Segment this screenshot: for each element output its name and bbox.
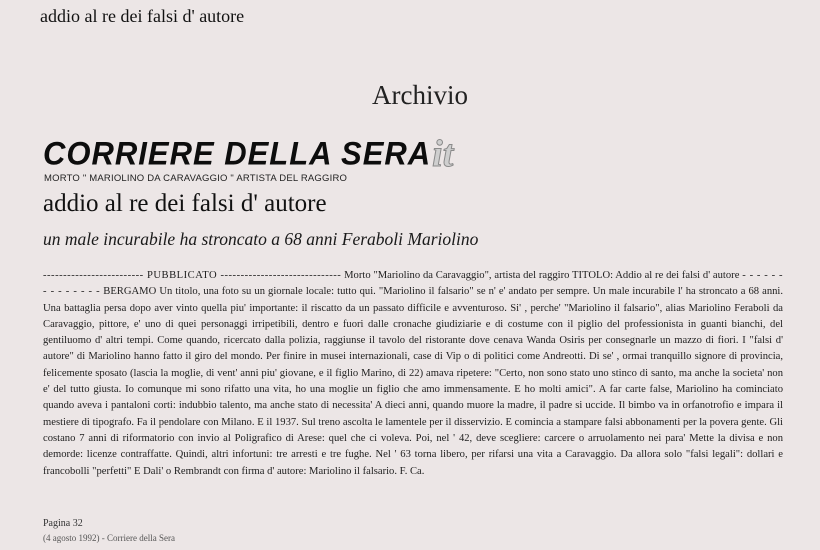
published-text: Morto "Mariolino da Caravaggio", artista del raggiro TITOLO: Addio al re dei falsi d' autore [344,270,740,281]
section-title: Archivio [372,80,468,110]
masthead-suffix: it [432,133,454,175]
source-line: (4 agosto 1992) - Corriere della Sera [43,533,175,543]
dateline: BERGAMO [103,286,157,298]
page-title: addio al re dei falsi d' autore [40,6,245,26]
article-kicker: MORTO " MARIOLINO DA CARAVAGGIO " ARTISTA DEL RAGGIRO [44,173,348,184]
article-body [43,268,783,480]
page-number: Pagina 32 [43,518,83,529]
masthead-logo[interactable] [43,130,454,175]
body-paragraph: Un titolo, una foto su un giornale locale: tutto qui. "Mariolino il falsario" se n' e' andato per sempre. Un male incurabile l' ha stroncato a 68 anni. Una battaglia persa dopo aver vinto quella piu' importante: il riscatto da un passato difficile e avventuroso. Si' , perche' "Mariolino il falsario", alias Mariolino Feraboli da Caravaggio, pittore, e' uno di quei personaggi irripetibili, dentro e fuori dalle cronache giudiziarie e di costume con il piglio del professionista in guanti bianchi, del gentiluomo d' altri tempi. Come quando, ricercato dalla polizia, raggiunse il tavolo del ristorante dove cenava Wanda Osiris per consegnarle un mazzo di fiori. I "falsi d' autore" di Mariolino hanno fatto il giro del mondo. Per finire in musei internazionali, case di Vip o di politici come Andreotti. Di se' , ormai tranquillo signore di provincia, felicemente sposato (lascia la moglie, di vent' anni piu' giovane, e il figlio Marino, di 22) amava ripetere: "Certo, non sono stato uno stinco di santo, ma anche la societa' non e' del tutto giusta. Io comunque mi sono rifatto una vita, ho una moglie un figlio che amo immensamente. E ho molti amici". A far carte false, Mariolino ha cominciato quando aveva i pantaloni corti: indubbio talento, ma anche stato di necessita' A dieci anni, quando muore la madre, il padre si uccide. Il bimbo va in orfanotrofio e impara il mestiere di tipografo. Fa il pendolare con Milano. E il 1937. Sul treno ascolta le lamentele per il disservizio. E comincia a stampare falsi abbonamenti per la povera gente. Gli costano 7 anni di riformatorio con invio al Poligrafico di Arese: quel che ci voleva. Poi, nel ' 42, deve scegliere: carcere o arruolamento nei para' Mette la divisa e non demorde: licenze contraffatte. Quindi, altri infortuni: tre arresti e tre fughe. Nel ' 63 torna libero, per rifarsi una vita a Caravaggio. Da allora solo "falsi legali": dollari e francobolli "perfetti" E Dali' o Rembrandt con firma d' autore: Mariolino il falsario. F. Ca. [43,286,784,477]
published-label: ------------------------- PUBBLICATO ------------------------------ [43,270,342,281]
masthead-name: CORRIERE DELLA SERA [43,135,432,172]
dateline-dashes: - - - - - - - - - - - - - - [43,270,783,298]
article-headline: addio al re dei falsi d' autore [43,190,327,217]
article-subheadline: un male incurabile ha stroncato a 68 anni Feraboli Mariolino [43,229,479,249]
